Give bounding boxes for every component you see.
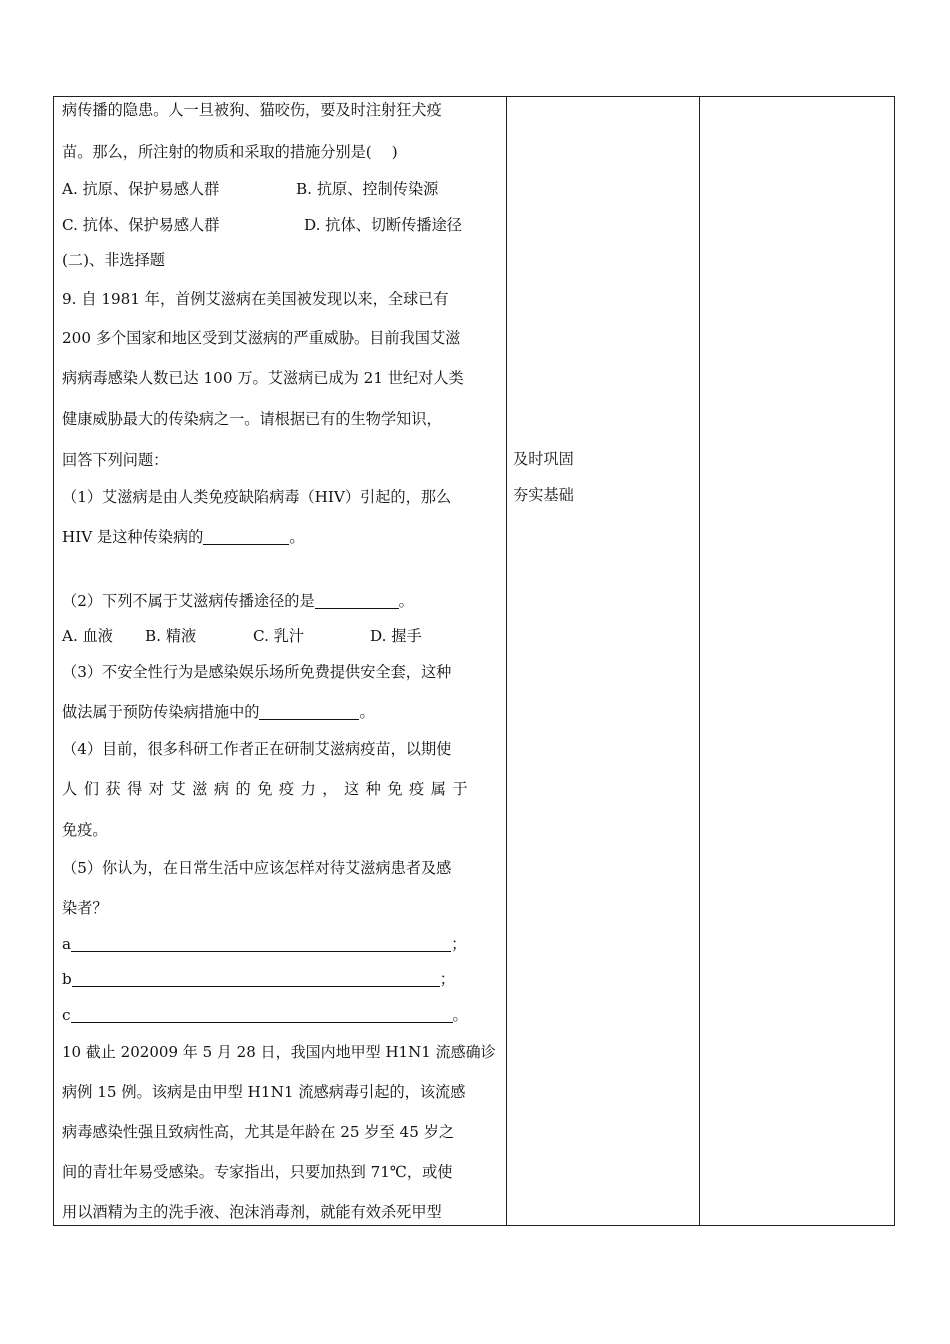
q8-option-a: A. 抗原、保护易感人群 — [62, 180, 220, 198]
section-heading: (二)、非选择题 — [62, 251, 165, 269]
q9-2-options — [62, 625, 422, 646]
q9-5-line-2: 染者？ — [62, 899, 108, 917]
q8-options-row-2 — [62, 214, 462, 235]
answer-line-c: c 。 — [62, 1006, 468, 1024]
worksheet-table — [53, 96, 895, 1226]
q8-option-b: B. 抗原、控制传染源 — [296, 180, 439, 198]
q9-intro-line-4: 健康威胁最大的传染病之一。请根据已有的生物学知识， — [62, 410, 442, 428]
q8-option-c: C. 抗体、保护易感人群 — [62, 216, 220, 234]
q10-line-1: 10 截止 202009 年 5 月 28 日，我国内地甲型 H1N1 流感确诊 — [62, 1043, 496, 1061]
answer-line-a: a ； — [62, 935, 467, 953]
q10-line-3: 病毒感染性强且致病性高，尤其是年龄在 25 岁至 45 岁之 — [62, 1123, 455, 1141]
answer-blank[interactable] — [72, 971, 440, 987]
q8-options-row-1 — [62, 178, 438, 199]
answer-blank[interactable] — [71, 1007, 453, 1023]
q9-1-line-1: （1）艾滋病是由人类免疫缺陷病毒（HIV）引起的，那么 — [62, 488, 452, 506]
answer-blank[interactable] — [71, 936, 451, 952]
q9-4-line-1: （4）目前，很多科研工作者正在研制艾滋病疫苗，以期使 — [62, 740, 452, 758]
teaching-note-line-1: 及时巩固 — [513, 450, 574, 468]
q9-2-option-b: B. 精液 — [145, 627, 197, 645]
q9-1-line-2: HIV 是这种传染病的 。 — [62, 528, 305, 546]
q9-2-option-d: D. 握手 — [370, 627, 422, 645]
q10-line-2: 病例 15 例。该病是由甲型 H1N1 流感病毒引起的，该流感 — [62, 1083, 466, 1101]
q9-intro-line-1: 9. 自 1981 年，首例艾滋病在美国被发现以来，全球已有 — [62, 290, 449, 308]
q9-3-line-1: （3）不安全性行为是感染娱乐场所免费提供安全套，这种 — [62, 663, 452, 681]
answer-blank[interactable] — [315, 593, 399, 609]
q8-option-d: D. 抗体、切断传播途径 — [304, 216, 462, 234]
answer-blank[interactable] — [259, 704, 359, 720]
q9-5-line-1: （5）你认为，在日常生活中应该怎样对待艾滋病患者及感 — [62, 859, 452, 877]
q10-line-4: 间的青壮年易受感染。专家指出，只要加热到 71℃，或使 — [62, 1163, 453, 1181]
teaching-note-line-2: 夯实基础 — [513, 486, 574, 504]
q9-intro-line-2: 200 多个国家和地区受到艾滋病的严重威胁。目前我国艾滋 — [62, 329, 461, 347]
q10-line-5: 用以酒精为主的洗手液、泡沫消毒剂，就能有效杀死甲型 — [62, 1203, 442, 1221]
q8-stem-line-1: 病传播的隐患。人一旦被狗、猫咬伤，要及时注射狂犬疫 — [62, 101, 442, 119]
q9-2-option-a: A. 血液 — [62, 627, 113, 645]
q9-intro-line-5: 回答下列问题： — [62, 451, 169, 469]
column-divider-1 — [506, 97, 507, 1225]
q8-stem-line-2: 苗。那么，所注射的物质和采取的措施分别是( ) — [62, 143, 398, 161]
q9-intro-line-3: 病病毒感染人数已达 100 万。艾滋病已成为 21 世纪对人类 — [62, 369, 464, 387]
q9-3-line-2: 做法属于预防传染病措施中的 。 — [62, 703, 375, 721]
q9-4-line-2: 人们获得对艾滋病的免疫力，这种免疫属于 — [62, 780, 475, 798]
column-divider-2 — [699, 97, 700, 1225]
answer-blank[interactable] — [203, 529, 289, 545]
q9-2-line: （2）下列不属于艾滋病传播途径的是 。 — [62, 592, 414, 610]
answer-line-b: b ； — [62, 970, 455, 988]
q9-2-option-c: C. 乳汁 — [253, 627, 305, 645]
q9-4-line-3: 免疫。 — [62, 821, 108, 839]
